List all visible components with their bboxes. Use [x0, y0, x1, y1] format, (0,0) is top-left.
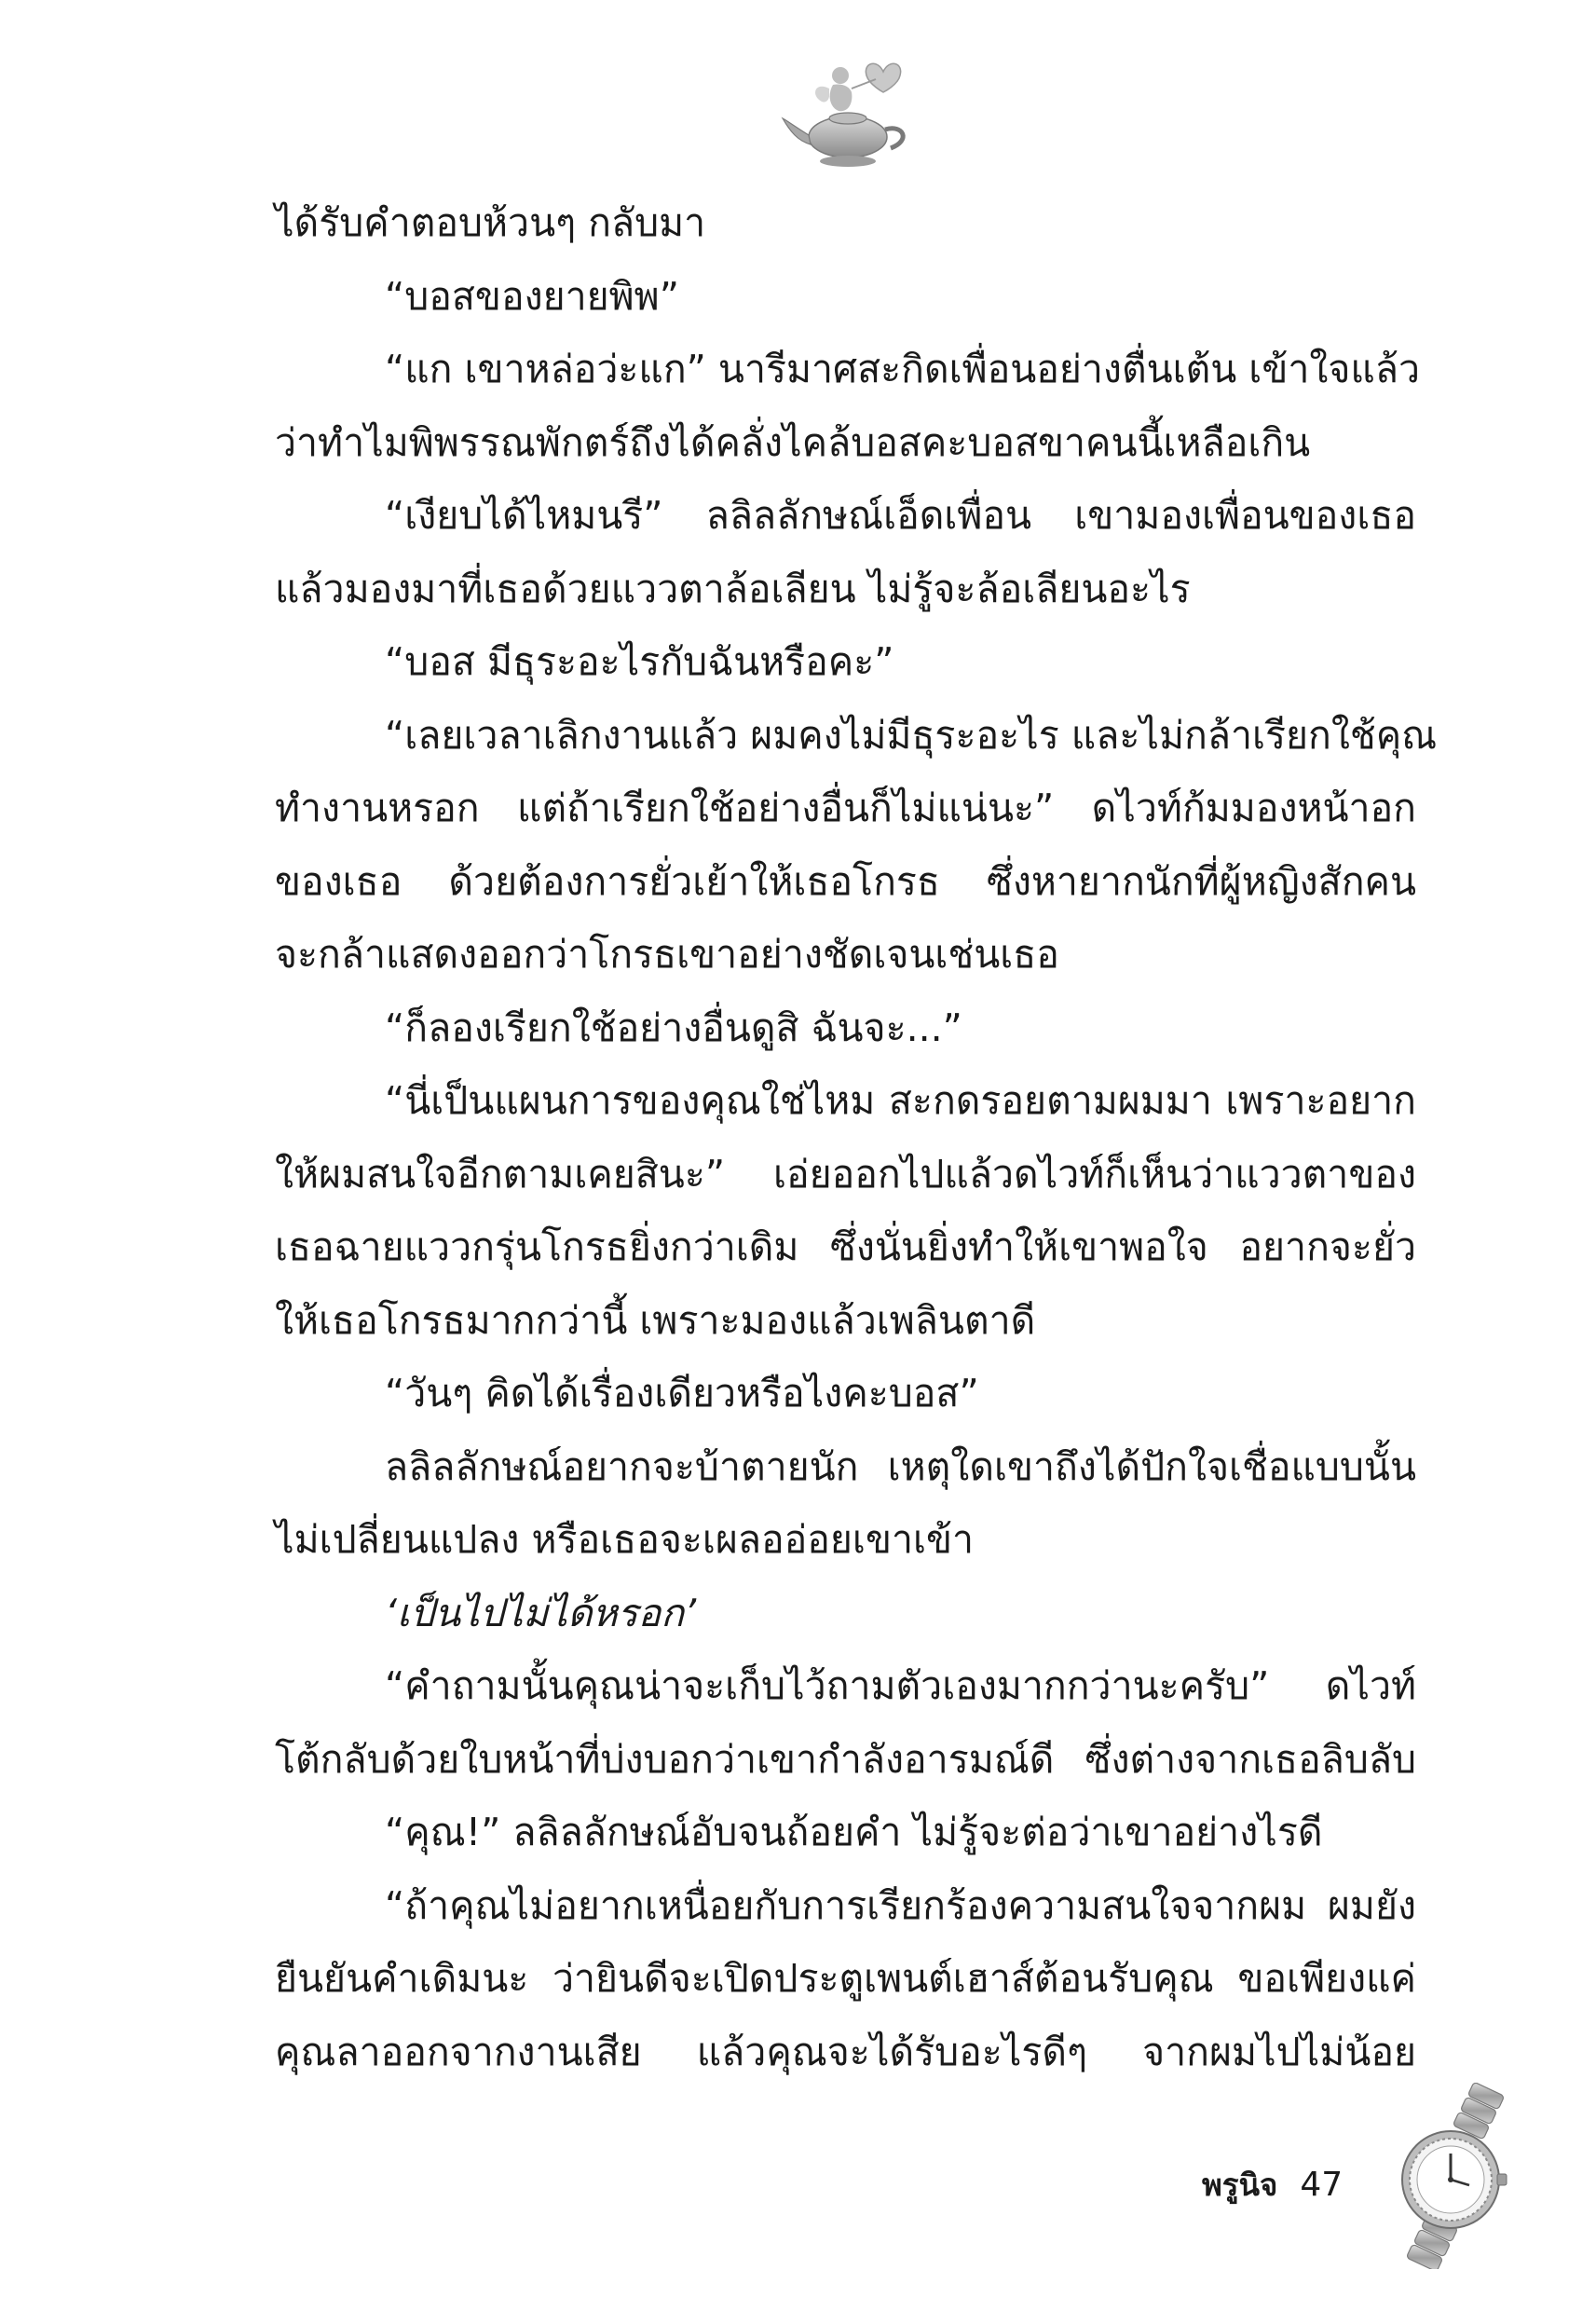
text-line: “แก เขาหล่อว่ะแก” นารีมาศสะกิดเพื่อนอย่างตื่นเต้น เข้าใจแล้ว — [385, 347, 1420, 391]
text-line: ยืนยันคำเดิมนะ ว่ายินดีจะเปิดประตูเพนต์เฮาส์ต้อนรับคุณ ขอเพียงแค่ — [275, 1956, 1416, 2001]
text-line: ‘เป็นไปไม่ได้หรอก’ — [385, 1590, 697, 1635]
text-line: “ก็ลองเรียกใช้อย่างอื่นดูสิ ฉันจะ...” — [385, 1005, 962, 1050]
text-line: “คุณ!” ลลิลลักษณ์อับจนถ้อยคำ ไม่รู้จะต่อว่าเขาอย่างไรดี — [385, 1810, 1323, 1854]
page-footer — [1202, 2160, 1343, 2209]
text-line: “บอส มีธุระอะไรกับฉันหรือคะ” — [385, 639, 894, 684]
text-line: ได้รับคำตอบห้วนๆ กลับมา — [275, 200, 706, 245]
text-line: ไม่เปลี่ยนแปลง หรือเธอจะเผลออ่อยเขาเข้า — [275, 1517, 975, 1562]
text-line: “บอสของยายพิพ” — [385, 273, 679, 319]
text-line: โต้กลับด้วยใบหน้าที่บ่งบอกว่าเขากำลังอารมณ์ดี ซึ่งต่างจากเธอลิบลับ — [275, 1736, 1416, 1782]
text-line: “นี่เป็นแผนการของคุณใช่ไหม สะกดรอยตามผมมา เพราะอยาก — [385, 1078, 1416, 1123]
wristwatch-icon — [1393, 2083, 1533, 2269]
body-text — [275, 186, 1438, 2088]
text-line: “เลยเวลาเลิกงานแล้ว ผมคงไม่มีธุระอะไร และไม่กล้าเรียกใช้คุณ — [385, 712, 1438, 758]
text-line: “คำถามนั้นคุณน่าจะเก็บไว้ถามตัวเองมากกว่านะครับ” ดไวท์ — [385, 1663, 1416, 1708]
text-line: “วันๆ คิดได้เรื่องเดียวหรือไงคะบอส” — [385, 1371, 979, 1415]
text-line: “เงียบได้ไหมนรี” ลลิลลักษณ์เอ็ดเพื่อน เขามองเพื่อนของเธอ — [385, 493, 1416, 538]
text-line: คุณลาออกจากงานเสีย แล้วคุณจะได้รับอะไรดีๆ จากผมไปไม่น้อย — [275, 2029, 1416, 2074]
page-number: 47 — [1300, 2166, 1344, 2204]
text-line: จะกล้าแสดงออกว่าโกรธเขาอย่างชัดเจนเช่นเธอ — [275, 932, 1059, 977]
text-line: ลลิลลักษณ์อยากจะบ้าตายนัก เหตุใดเขาถึงได้ปักใจเชื่อแบบนั้น — [385, 1443, 1416, 1489]
text-line: เธอฉายแววกรุ่นโกรธยิ่งกว่าเดิม ซึ่งนั่นยิ่งทำให้เขาพอใจ อยากจะยั่ว — [275, 1224, 1416, 1269]
text-line: “ถ้าคุณไม่อยากเหนื่อยกับการเรียกร้องความสนใจจากผม ผมยัง — [385, 1882, 1416, 1928]
cupid-teapot-icon — [773, 51, 922, 172]
text-line: ทำงานหรอก แต่ถ้าเรียกใช้อย่างอื่นก็ไม่แน่นะ” ดไวท์ก้มมองหน้าอก — [275, 786, 1416, 830]
text-line: ของเธอ ด้วยต้องการยั่วเย้าให้เธอโกรธ ซึ่งหายากนักที่ผู้หญิงสักคน — [275, 858, 1416, 904]
text-line: แล้วมองมาที่เธอด้วยแววตาล้อเลียน ไม่รู้จะล้อเลียนอะไร — [275, 566, 1191, 611]
text-line: ให้เธอโกรธมากกว่านี้ เพราะมองแล้วเพลินตาดี — [275, 1297, 1036, 1343]
text-line: ว่าทำไมพิพรรณพักตร์ถึงได้คลั่งไคล้บอสคะบอสขาคนนี้เหลือเกิน — [275, 419, 1311, 465]
footer-author: พรูนิจ — [1202, 2167, 1278, 2203]
text-line: ให้ผมสนใจอีกตามเคยสินะ” เอ่ยออกไปแล้วดไวท์ก็เห็นว่าแววตาของ — [275, 1151, 1416, 1197]
